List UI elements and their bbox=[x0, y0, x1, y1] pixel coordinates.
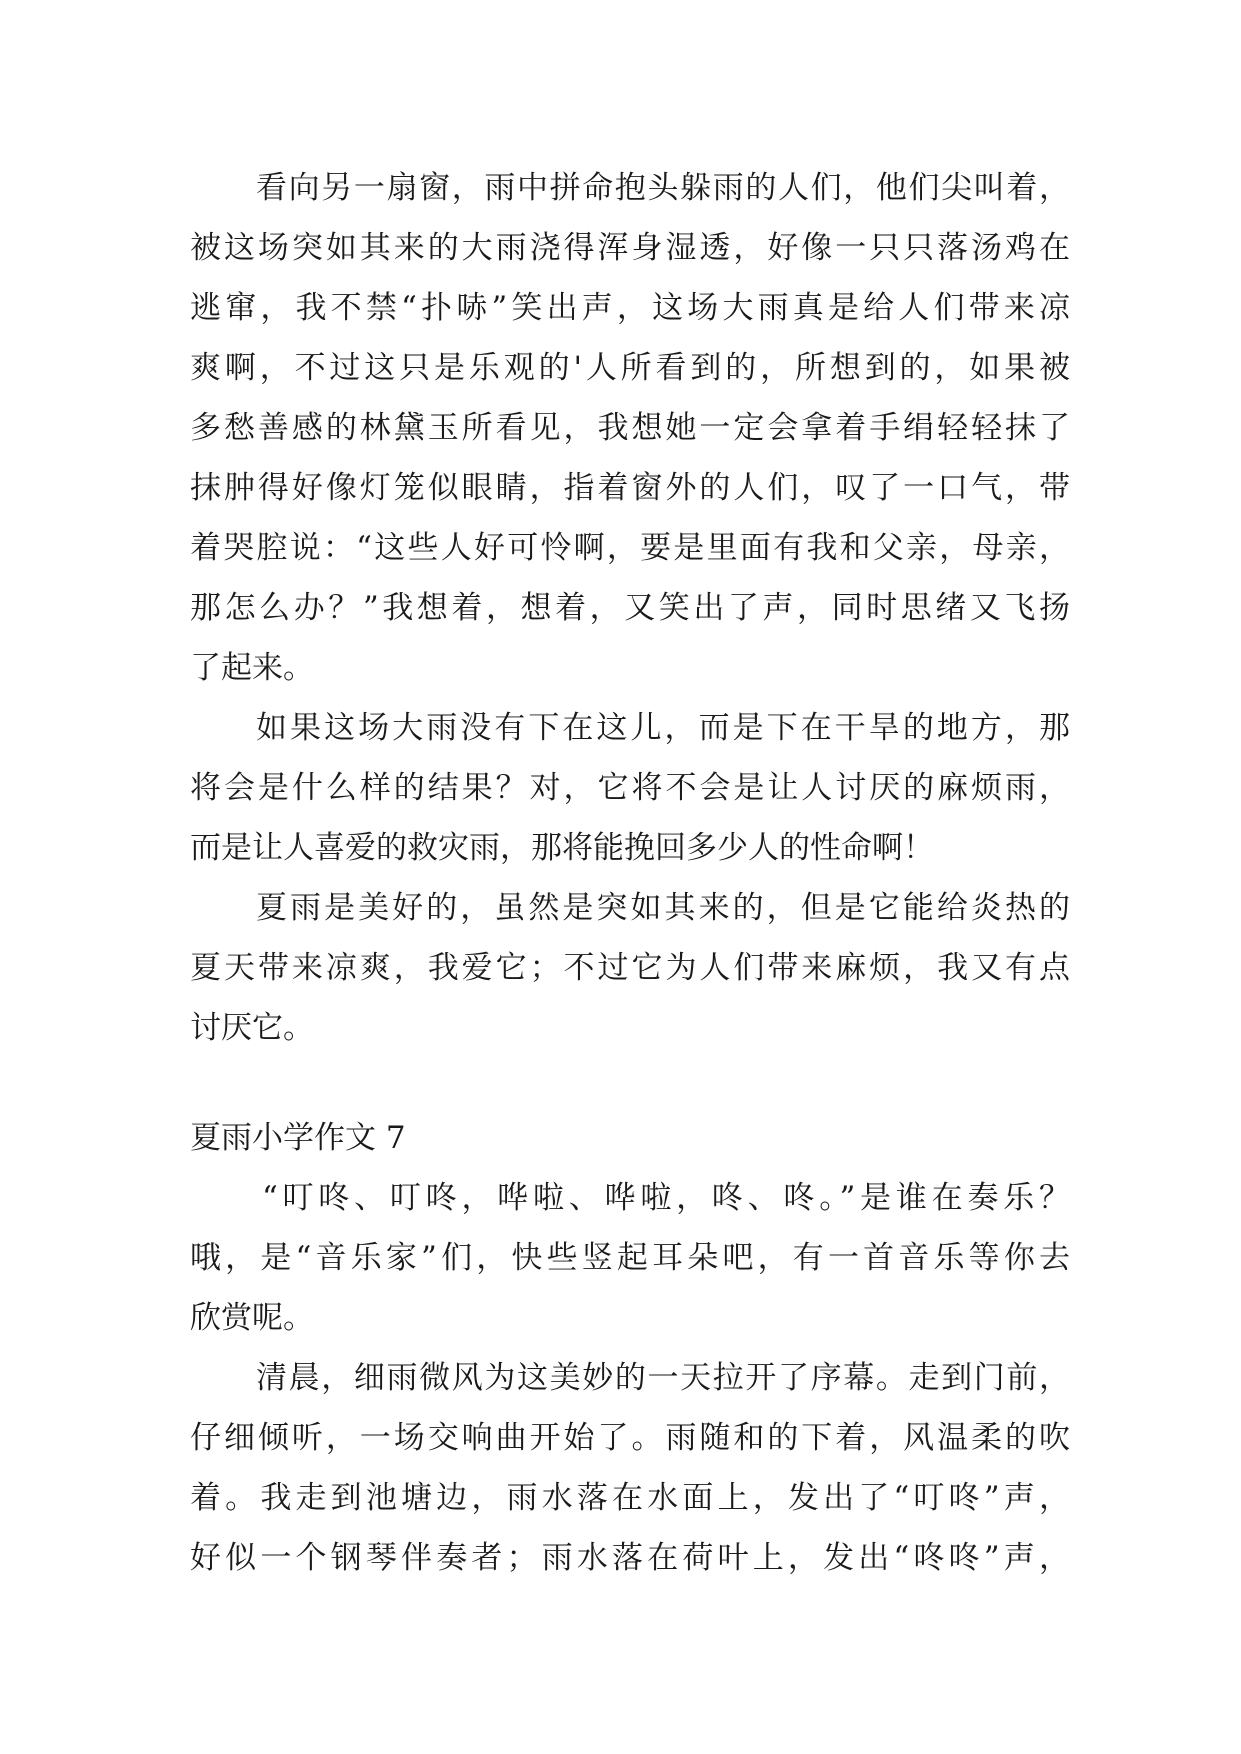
text-line: 夏天带来凉爽，我爱它；不过它为人们带来麻烦，我又有点 bbox=[190, 950, 1070, 986]
text-line: 好似一个钢琴伴奏者；雨水落在荷叶上，发出“咚咚”声， bbox=[190, 1540, 1070, 1576]
text-line: 欣赏呢。 bbox=[190, 1300, 314, 1336]
text-line: 清晨，细雨微风为这美妙的一天拉开了序幕。走到门前， bbox=[256, 1360, 1070, 1396]
text-line: 着哭腔说：“这些人好可怜啊，要是里面有我和父亲，母亲， bbox=[190, 530, 1070, 566]
text-line: 仔细倾听，一场交响曲开始了。雨随和的下着，风温柔的吹 bbox=[190, 1420, 1070, 1456]
text-line: 爽啊，不过这只是乐观的'人所看到的，所想到的，如果被 bbox=[190, 350, 1070, 386]
text-line: 抹肿得好像灯笼似眼睛，指着窗外的人们，叹了一口气，带 bbox=[190, 470, 1070, 506]
text-line: 被这场突如其来的大雨浇得浑身湿透，好像一只只落汤鸡在 bbox=[190, 230, 1070, 266]
text-line: 而是让人喜爱的救灾雨，那将能挽回多少人的性命啊！ bbox=[190, 830, 934, 866]
text-line: “叮咚、叮咚，哗啦、哗啦，咚、咚。”是谁在奏乐？ bbox=[262, 1180, 1070, 1216]
text-line: 逃窜，我不禁“扑哧”笑出声，这场大雨真是给人们带来凉 bbox=[190, 290, 1070, 326]
text-line: 看向另一扇窗，雨中拼命抱头躲雨的人们，他们尖叫着， bbox=[256, 170, 1070, 206]
text-line: 如果这场大雨没有下在这儿，而是下在干旱的地方，那 bbox=[256, 710, 1070, 746]
text-line: 夏雨是美好的，虽然是突如其来的，但是它能给炎热的 bbox=[256, 890, 1070, 926]
text-line: 哦，是“音乐家”们，快些竖起耳朵吧，有一首音乐等你去 bbox=[190, 1240, 1070, 1276]
text-line: 了起来。 bbox=[190, 650, 314, 686]
text-line: 将会是什么样的结果？对，它将不会是让人讨厌的麻烦雨， bbox=[190, 770, 1070, 806]
text-line: 着。我走到池塘边，雨水落在水面上，发出了“叮咚”声， bbox=[190, 1480, 1070, 1516]
text-line: 多愁善感的林黛玉所看见，我想她一定会拿着手绢轻轻抹了 bbox=[190, 410, 1070, 446]
section-heading: 夏雨小学作文 7 bbox=[190, 1120, 406, 1156]
text-line: 那怎么办？”我想着，想着，又笑出了声，同时思绪又飞扬 bbox=[190, 590, 1070, 626]
text-line: 讨厌它。 bbox=[190, 1010, 314, 1046]
